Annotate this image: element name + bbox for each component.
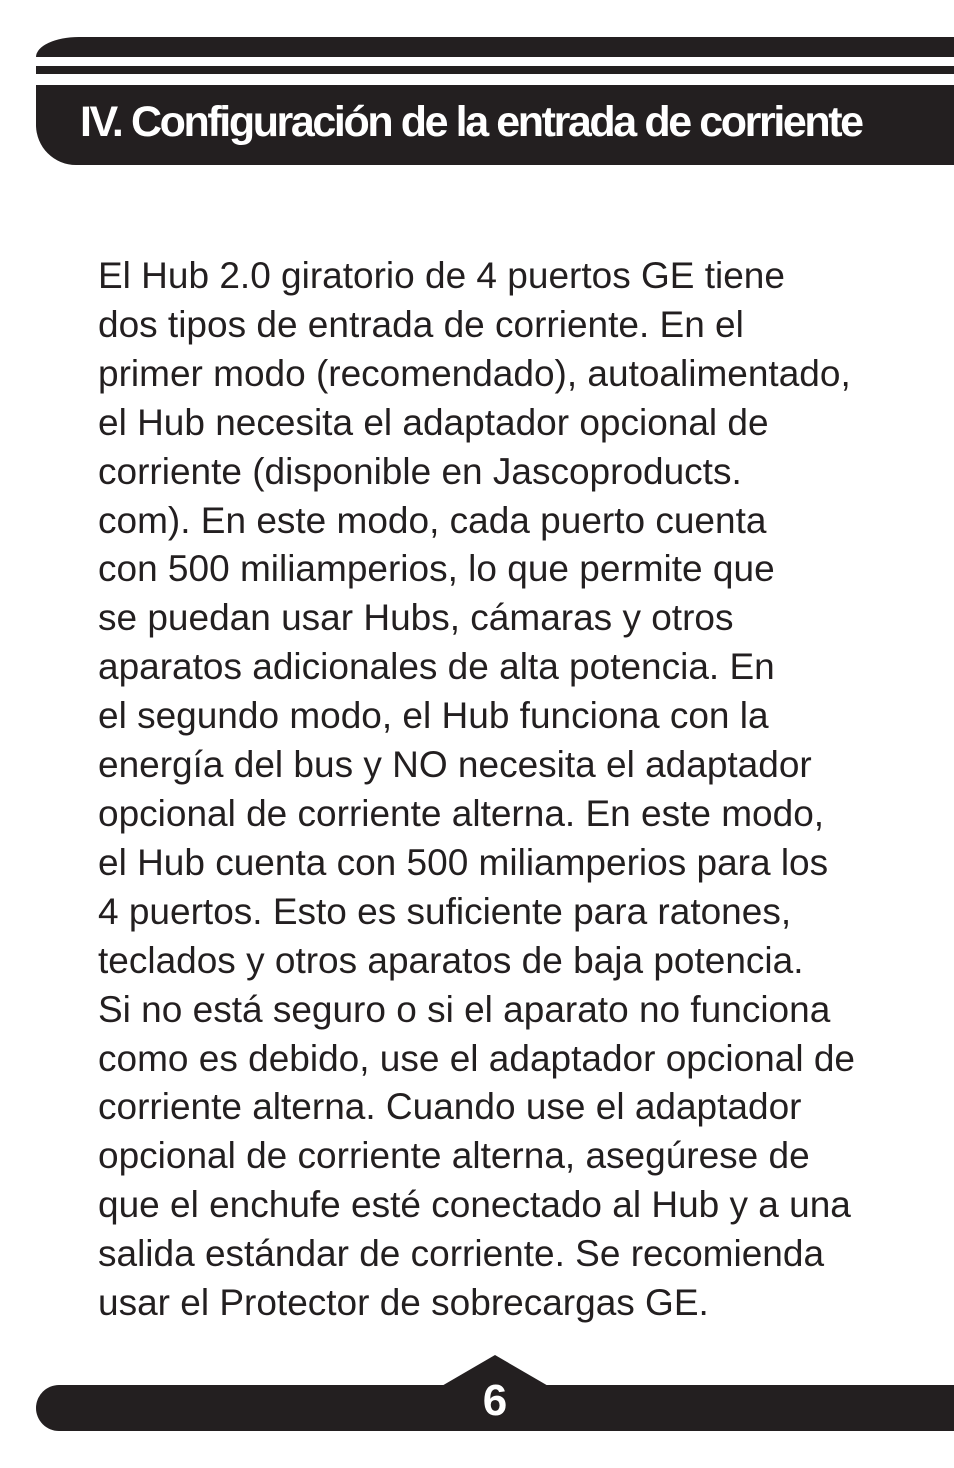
body-line: El Hub 2.0 giratorio de 4 puertos GE tiene <box>98 255 785 296</box>
body-line: el Hub cuenta con 500 miliamperios para los <box>98 841 829 883</box>
body-line: que el enchufe esté conectado al Hub y a una <box>98 1184 851 1226</box>
body-line: opcional de corriente alterna, asegúrese de <box>98 1135 810 1177</box>
body-line: el Hub necesita el adaptador opcional de <box>98 401 769 443</box>
body-paragraph <box>98 252 918 1328</box>
header-stripe-middle <box>36 66 954 74</box>
page-footer <box>36 1355 954 1431</box>
body-line: primer modo (recomendado), autoalimentado, <box>98 352 851 394</box>
body-line: corriente alterna. Cuando use el adaptador <box>98 1086 802 1128</box>
body-line: el segundo modo, el Hub funciona con la <box>98 695 769 737</box>
section-title: IV. Configuración de la entrada de corriente <box>80 98 862 146</box>
body-line: aparatos adicionales de alta potencia. En <box>98 646 775 688</box>
body-line: usar el Protector de sobrecargas GE. <box>98 1282 709 1324</box>
body-line: como es debido, use el adaptador opcional de <box>98 1037 855 1079</box>
body-line: opcional de corriente alterna. En este modo, <box>98 792 825 834</box>
body-line: se puedan usar Hubs, cámaras y otros <box>98 597 734 639</box>
header-stripe-top <box>36 37 954 57</box>
page-number: 6 <box>482 1376 508 1425</box>
body-line: salida estándar de corriente. Se recomienda <box>98 1233 825 1275</box>
body-line: dos tipos de entrada de corriente. En el <box>98 303 744 345</box>
body-line: teclados y otros aparatos de baja potencia. <box>98 939 804 981</box>
body-line: com). En este modo, cada puerto cuenta <box>98 499 767 541</box>
body-line: con 500 miliamperios, lo que permite que <box>98 548 775 590</box>
section-header <box>36 37 954 165</box>
body-line: Si no está seguro o si el aparato no funciona <box>98 988 831 1030</box>
body-line: 4 puertos. Esto es suficiente para ratones, <box>98 890 792 932</box>
body-line: energía del bus y NO necesita el adaptador <box>98 744 812 786</box>
body-line: corriente (disponible en Jascoproducts. <box>98 450 742 492</box>
